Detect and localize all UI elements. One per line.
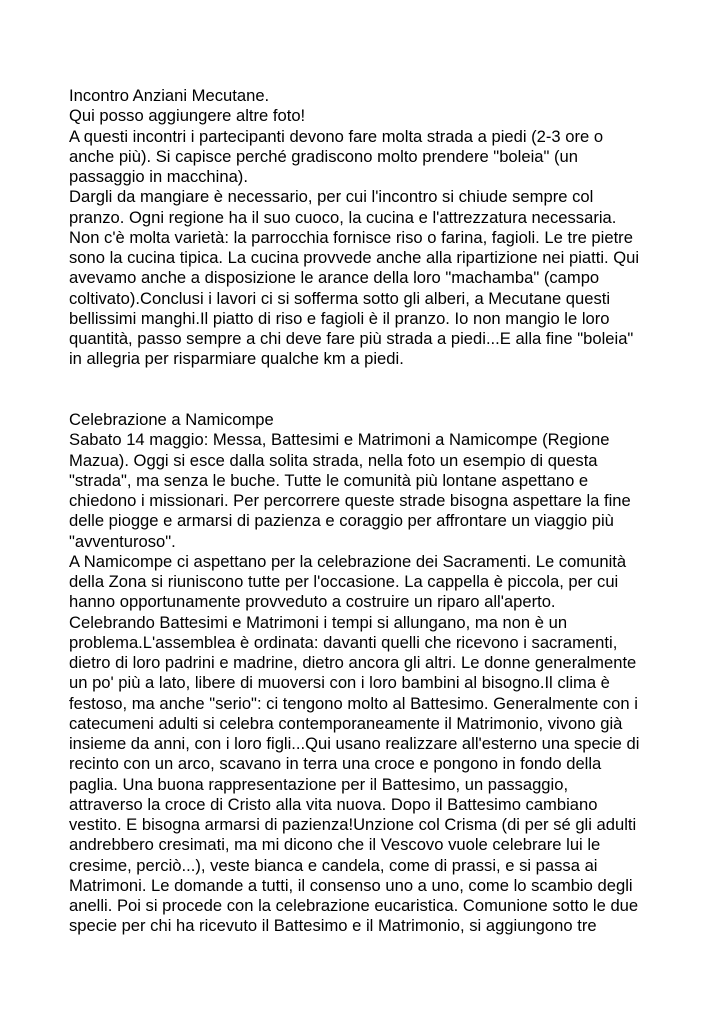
paragraph-line: chiedono i missionari. Per percorrere queste strade bisogna aspettare la fine — [69, 491, 631, 510]
paragraph-line: anelli. Poi si procede con la celebrazione eucaristica. Comunione sotto le due — [69, 896, 639, 915]
paragraph-line: dietro di loro padrini e madrine, dietro ancora gli altri. Le donne generalmente — [69, 653, 637, 672]
paragraph-line: quantità, passo sempre a chi deve fare più strada a piedi...E alla fine "boleia" — [69, 329, 634, 348]
paragraph-line: bellissimi manghi.Il piatto di riso e fagioli è il pranzo. Io non mangio le loro — [69, 308, 610, 328]
paragraph-line: Non c'è molta varietà: la parrocchia fornisce riso o farina, fagioli. Le tre pietre — [69, 227, 633, 247]
paragraph-line: "strada", ma senza le buche. Tutte le comunità più lontane aspettano e — [69, 470, 589, 490]
paragraph-line: Celebrando Battesimi e Matrimoni i tempi si allungano, ma non è un — [69, 612, 568, 632]
paragraph-line: Dargli da mangiare è necessario, per cui l'incontro si chiude sempre col — [69, 187, 594, 207]
paragraph-line: in allegria per risparmiare qualche km a piedi. — [69, 349, 404, 369]
paragraph-line: "avventuroso". — [69, 531, 176, 551]
paragraph-line: avevamo anche a disposizione le arance della loro "machamba" (campo — [69, 268, 600, 288]
paragraph-line: problema.L'assemblea è ordinata: davanti quelli che ricevono i sacramenti, — [69, 632, 618, 652]
paragraph-line: sono la cucina tipica. La cucina provvede anche alla ripartizione nei piatti. Qui — [69, 248, 640, 267]
section-spacer — [69, 370, 669, 411]
paragraph-line: hanno opportunamente provveduto a costruire un riparo all'aperto. — [69, 592, 556, 612]
paragraph-line: delle piogge e armarsi di pazienza e coraggio per affrontare un viaggio più — [69, 511, 614, 531]
paragraph-line: della Zona si riuniscono tutte per l'occasione. La cappella è piccola, per cui — [69, 572, 619, 591]
paragraph-line: andrebbero cresimati, ma mi dicono che il Vescovo vuole celebrare lui le — [69, 835, 601, 855]
section-title: Celebrazione a Namicompe — [69, 410, 274, 429]
section-incontro-anziani — [69, 86, 669, 370]
paragraph-line: A Namicompe ci aspettano per la celebrazione dei Sacramenti. Le comunità — [69, 551, 627, 571]
paragraph-line: recinto con un arco, scavano in terra una croce e pongono in fondo della — [69, 754, 602, 774]
paragraph-line: passaggio in macchina). — [69, 167, 248, 186]
paragraph-line: un po' più a lato, libere di muoversi con i loro bambini al bisogno.Il clima è — [69, 673, 610, 693]
paragraph-line: Matrimoni. Le domande a tutti, il consenso uno a uno, come lo scambio degli — [69, 875, 633, 895]
section-title: Incontro Anziani Mecutane. — [69, 86, 270, 105]
paragraph-line: A questi incontri i partecipanti devono fare molta strada a piedi (2-3 ore o — [69, 126, 604, 146]
paragraph-line: pranzo. Ogni regione ha il suo cuoco, la cucina e l'attrezzatura necessaria. — [69, 207, 617, 227]
paragraph-line: catecumeni adulti si celebra contemporaneamente il Matrimonio, vivono già — [69, 713, 623, 733]
paragraph-line: anche più). Si capisce perché gradiscono molto prendere "boleia" (un — [69, 146, 578, 166]
paragraph-line: insieme da anni, con i loro figli...Qui usano realizzare all'esterno una specie di — [69, 734, 640, 753]
paragraph-line: Qui posso aggiungere altre foto! — [69, 106, 306, 126]
paragraph-line: paglia. Una buona rappresentazione per il Battesimo, un passaggio, — [69, 774, 569, 794]
paragraph-line: Mazua). Oggi si esce dalla solita strada, nella foto un esempio di questa — [69, 450, 598, 470]
paragraph-line: vestito. E bisogna armarsi di pazienza!Unzione col Crisma (di per sé gli adulti — [69, 815, 637, 834]
paragraph-line: coltivato).Conclusi i lavori ci si sofferma sotto gli alberi, a Mecutane questi — [69, 288, 611, 308]
paragraph-line: cresime, perciò...), veste bianca e candela, come di prassi, e si passa ai — [69, 855, 598, 875]
document-page — [69, 86, 669, 937]
paragraph-line: specie per chi ha ricevuto il Battesimo e il Matrimonio, si aggiungono tre — [69, 916, 597, 936]
section-celebrazione-namicompe — [69, 410, 669, 937]
paragraph-line: Sabato 14 maggio: Messa, Battesimi e Matrimoni a Namicompe (Regione — [69, 430, 610, 450]
paragraph-line: attraverso la croce di Cristo alla vita nuova. Dopo il Battesimo cambiano — [69, 794, 598, 814]
paragraph-line: festoso, ma anche "serio": ci tengono molto al Battesimo. Generalmente con i — [69, 693, 638, 713]
